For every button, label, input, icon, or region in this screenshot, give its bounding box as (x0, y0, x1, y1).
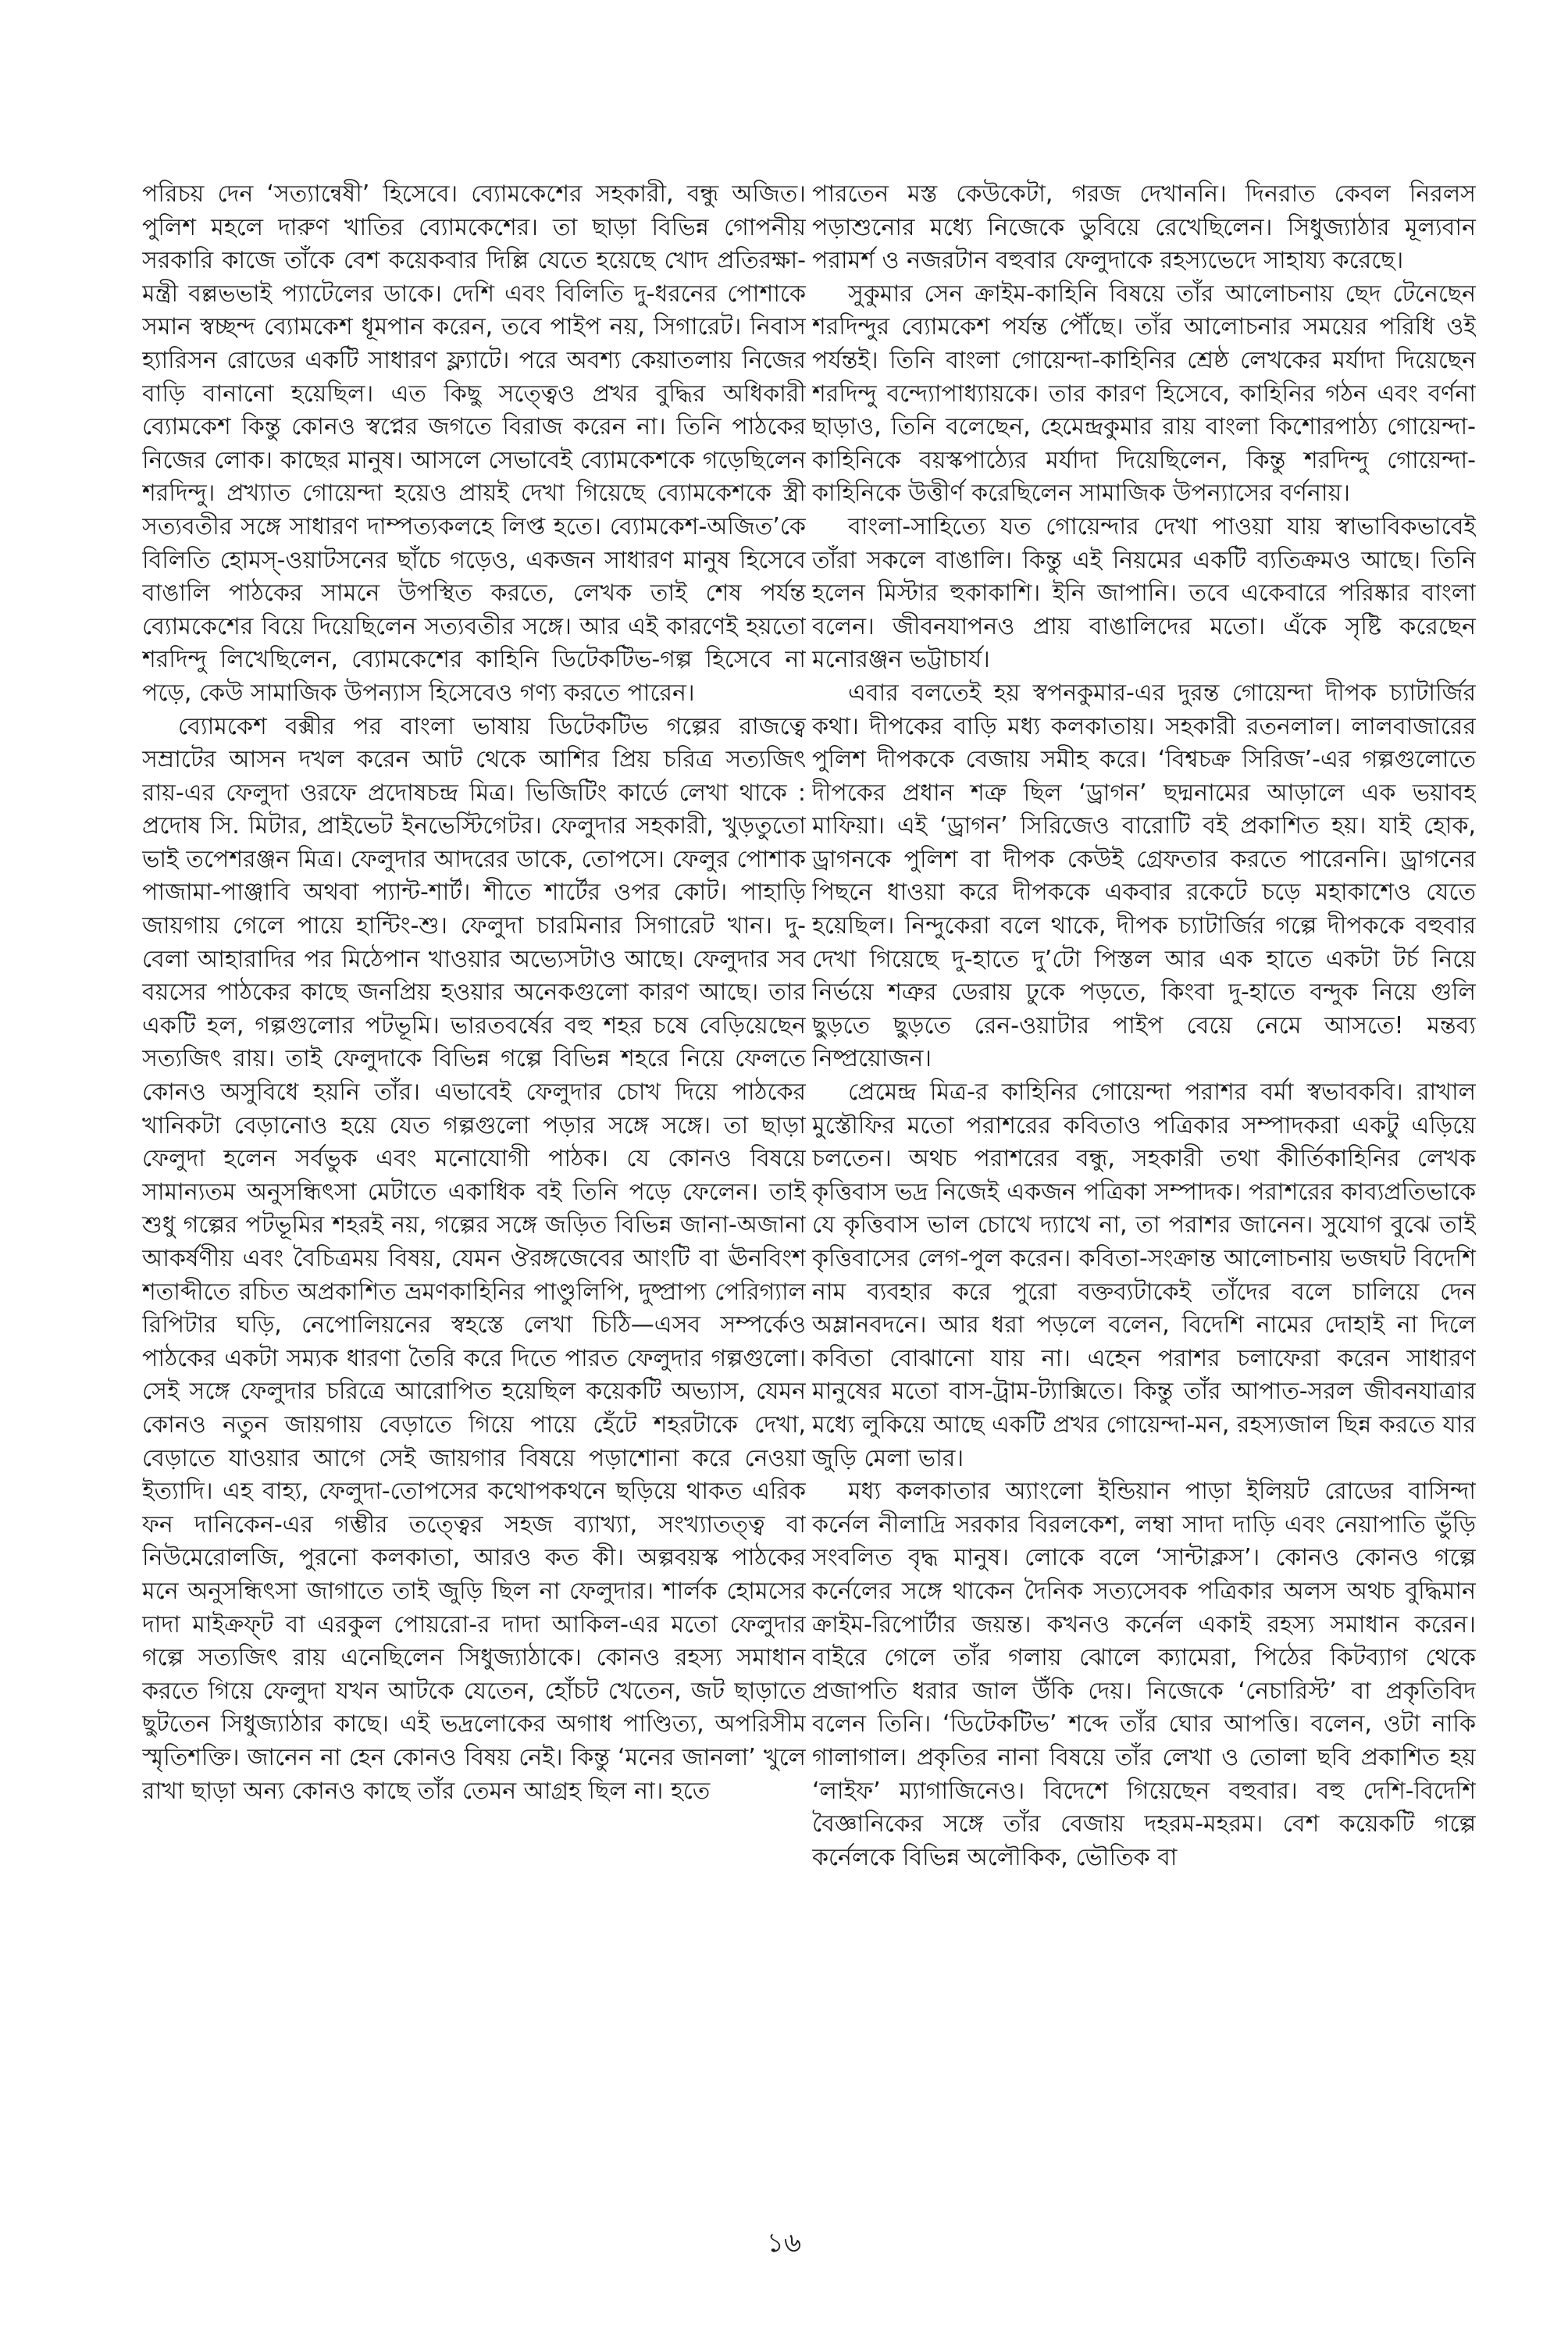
paragraph: প্রেমেন্দ্র মিত্র-র কাহিনির গোয়েন্দা পরাশর বর্মা স্বভাবকবি। রাখাল মুস্তৌফির মতো পরাশরের কবিতাও পত্রিকার সম্পাদকরা একটু এড়িয়ে চলতেন। অথচ পরাশরের বন্ধু, সহকারী তথা কীর্তিকাহিনির লেখক কৃত্তিবাস ভদ্র নিজেই একজন পত্রিকা সম্পাদক। পরাশরের কাব্যপ্রতিভাকে যে কৃত্তিবাস ভাল চোখে দ্যাখে না, তা পরাশর জানেন। সুযোগ বুঝে তাই কৃত্তিবাসের লেগ-পুল করেন। কবিতা-সংক্রান্ত আলোচনায় ভজঘট বিদেশি নাম ব্যবহার করে পুরো বক্তব্যটাকেই তাঁদের বলে চালিয়ে দেন অম্লানবদনে। আর ধরা পড়লে বলেন, বিদেশি নামের দোহাই না দিলে কবিতা বোঝানো যায় না। এহেন পরাশর চলাফেরা করেন সাধারণ মানুষের মতো বাস-ট্রাম-ট্যাক্সিতে। কিন্তু তাঁর আপাত-সরল জীবনযাত্রার মধ্যে লুকিয়ে আছে একটি প্রখর গোয়েন্দা-মন, রহস্যজাল ছিন্ন করতে যার জুড়ি মেলা ভার। (812, 1079, 1476, 1472)
left-text-column (142, 178, 806, 2248)
paragraph: এবার বলতেই হয় স্বপনকুমার-এর দুরন্ত গোয়েন্দা দীপক চ্যাটার্জির কথা। দীপকের বাড়ি মধ্য কলকাতায়। সহকারী রতনলাল। লালবাজারের পুলিশ দীপককে বেজায় সমীহ করে। ‘বিশ্বচক্র সিরিজ’-এর গল্পগুলোতে দীপকের প্রধান শত্রু ছিল ‘ড্রাগন’ ছদ্মনামের আড়ালে এক ভয়াবহ মাফিয়া। এই ‘ড্রাগন’ সিরিজেও বারোটি বই প্রকাশিত হয়। যাই হোক, ড্রাগনকে পুলিশ বা দীপক কেউই গ্রেফতার করতে পারেননি। ড্রাগনের পিছনে ধাওয়া করে দীপককে একবার রকেটে চড়ে মহাকাশেও যেতে হয়েছিল। নিন্দুকেরা বলে থাকে, দীপক চ্যাটার্জির গল্পে দীপককে বহুবার দেখা গিয়েছে দু-হাতে দু’টো পিস্তল আর এক হাতে একটা টর্চ নিয়ে নির্ভয়ে শত্রুর ডেরায় ঢুকে পড়তে, কিংবা দু-হাতে বন্দুক নিয়ে গুলি ছুড়তে ছুড়তে রেন-ওয়াটার পাইপ বেয়ে নেমে আসতে! মন্তব্য নিষ্প্রয়োজন। (812, 679, 1476, 1073)
paragraph: বাংলা-সাহিত্যে যত গোয়েন্দার দেখা পাওয়া যায় স্বাভাবিকভাবেই তাঁরা সকলে বাঙালি। কিন্তু এই নিয়মের একটি ব্যতিক্রমও আছে। তিনি হলেন মিস্টার হুকাকাশি। ইনি জাপানি। তবে একেবারে পরিষ্কার বাংলা বলেন। জীবনযাপনও প্রায় বাঙালিদের মতো। এঁকে সৃষ্টি করেছেন মনোরঞ্জন ভট্টাচার্য। (812, 512, 1476, 674)
paragraph: পরিচয় দেন ‘সত্যান্বেষী’ হিসেবে। ব্যোমকেশের সহকারী, বন্ধু অজিত। পুলিশ মহলে দারুণ খাতির ব্যোমকেশের। তা ছাড়া বিভিন্ন গোপনীয় সরকারি কাজে তাঁকে বেশ কয়েকবার দিল্লি যেতে হয়েছে খোদ প্রতিরক্ষা-মন্ত্রী বল্লভভাই প্যাটেলের ডাকে। দেশি এবং বিলিতি দু-ধরনের পোশাকে সমান স্বচ্ছন্দ ব্যোমকেশ ধূমপান করেন, তবে পাইপ নয়, সিগারেট। নিবাস হ্যারিসন রোডের একটি সাধারণ ফ্ল্যাটে। পরে অবশ্য কেয়াতলায় নিজের বাড়ি বানানো হয়েছিল। এত কিছু সত্ত্বেও প্রখর বুদ্ধির অধিকারী ব্যোমকেশ কিন্তু কোনও স্বপ্নের জগতে বিরাজ করেন না। তিনি পাঠকের নিজের লোক। কাছের মানুষ। আসলে সেভাবেই ব্যোমকেশকে গড়েছিলেন শরদিন্দু। প্রখ্যাত গোয়েন্দা হয়েও প্রায়ই দেখা গিয়েছে ব্যোমকেশকে স্ত্রী সত্যবতীর সঙ্গে সাধারণ দাম্পত্যকলহে লিপ্ত হতে। ব্যোমকেশ-অজিত’কে বিলিতি হোমস্-ওয়াটসনের ছাঁচে গড়েও, একজন সাধারণ মানুষ হিসেবে বাঙালি পাঠকের সামনে উপস্থিত করতে, লেখক তাই শেষ পর্যন্ত ব্যোমকেশের বিয়ে দিয়েছিলেন সত্যবতীর সঙ্গে। আর এই কারণেই হয়তো শরদিন্দু লিখেছিলেন, ব্যোমকেশের কাহিনি ডিটেকটিভ-গল্প হিসেবে না পড়ে, কেউ সামাজিক উপন্যাস হিসেবেও গণ্য করতে পারেন। (142, 180, 806, 707)
paragraph: ব্যোমকেশ বক্সীর পর বাংলা ভাষায় ডিটেকটিভ গল্পের রাজত্বে সম্রাটের আসন দখল করেন আট থেকে আশির প্রিয় চরিত্র সত্যজিৎ রায়-এর ফেলুদা ওরফে প্রদোষচন্দ্র মিত্র। ভিজিটিং কার্ডে লেখা থাকে : প্রদোষ সি. মিটার, প্রাইভেট ইনভেস্টিগেটর। ফেলুদার সহকারী, খুড়তুতো ভাই তপেশরঞ্জন মিত্র। ফেলুদার আদরের ডাকে, তোপসে। ফেলুর পোশাক পাজামা-পাঞ্জাবি অথবা প্যান্ট-শার্ট। শীতে শার্টের ওপর কোট। পাহাড়ি জায়গায় গেলে পায়ে হান্টিং-শু। ফেলুদা চারমিনার সিগারেট খান। দু-বেলা আহারাদির পর মিঠেপান খাওয়ার অভ্যেসটাও আছে। ফেলুদার সব বয়সের পাঠকের কাছে জনপ্রিয় হওয়ার অনেকগুলো কারণ আছে। তার একটি হল, গল্পগুলোর পটভূমি। ভারতবর্ষের বহু শহর চষে বেড়িয়েছেন সত্যজিৎ রায়। তাই ফেলুদাকে বিভিন্ন গল্পে বিভিন্ন শহরে নিয়ে ফেলতে কোনও অসুবিধে হয়নি তাঁর। এভাবেই ফেলুদার চোখ দিয়ে পাঠকের খানিকটা বেড়ানোও হয়ে যেত গল্পগুলো পড়ার সঙ্গে সঙ্গে। তা ছাড়া ফেলুদা হলেন সর্বভুক এবং মনোযোগী পাঠক। যে কোনও বিষয়ে সামান্যতম অনুসন্ধিৎসা মেটাতে একাধিক বই তিনি পড়ে ফেলেন। তাই শুধু গল্পের পটভূমির শহরই নয়, গল্পের সঙ্গে জড়িত বিভিন্ন জানা-অজানা আকর্ষণীয় এবং বৈচিত্রময় বিষয়, যেমন ঔরঙ্গজেবের আংটি বা ঊনবিংশ শতাব্দীতে রচিত অপ্রকাশিত ভ্রমণকাহিনির পাণ্ডুলিপি, দুষ্প্রাপ্য পেরিগ্যাল রিপিটার ঘড়ি, নেপোলিয়নের স্বহস্তে লেখা চিঠি—এসব সম্পর্কেও পাঠকের একটা সম্যক ধারণা তৈরি করে দিতে পারত ফেলুদার গল্পগুলো। সেই সঙ্গে ফেলুদার চরিত্রে আরোপিত হয়েছিল কয়েকটি অভ্যাস, যেমন কোনও নতুন জায়গায় বেড়াতে গিয়ে পায়ে হেঁটে শহরটাকে দেখা, বেড়াতে যাওয়ার আগে সেই জায়গার বিষয়ে পড়াশোনা করে নেওয়া ইত্যাদি। এহ বাহ্য, ফেলুদা-তোপসের কথোপকথনে ছড়িয়ে থাকত এরিক ফন দানিকেন-এর গম্ভীর তত্ত্বের সহজ ব্যাখ্যা, সংখ্যাতত্ত্ব বা নিউমেরোলজি, পুরনো কলকাতা, আরও কত কী। অল্পবয়স্ক পাঠকের মনে অনুসন্ধিৎসা জাগাতে তাই জুড়ি ছিল না ফেলুদার। শার্লক হোমসের দাদা মাইক্রফ্‌ট বা এরকুল পোয়রো-র দাদা আকিল-এর মতো ফেলুদার গল্পে সত্যজিৎ রায় এনেছিলেন সিধুজ্যাঠাকে। কোনও রহস্য সমাধান করতে গিয়ে ফেলুদা যখন আটকে যেতেন, হোঁচট খেতেন, জট ছাড়াতে ছুটতেন সিধুজ্যাঠার কাছে। এই ভদ্রলোকের অগাধ পাণ্ডিত্য, অপরিসীম স্মৃতিশক্তি। জানেন না হেন কোনও বিষয় নেই। কিন্তু ‘মনের জানলা’ খুলে রাখা ছাড়া অন্য কোনও কাছে তাঁর তেমন আগ্রহ ছিল না। হতে (142, 712, 806, 1805)
paragraph: মধ্য কলকাতার অ্যাংলো ইন্ডিয়ান পাড়া ইলিয়ট রোডের বাসিন্দা কর্নেল নীলাদ্রি সরকার বিরলকেশ, লম্বা সাদা দাড়ি এবং নেয়াপাতি ভুঁড়ি সংবলিত বৃদ্ধ মানুষ। লোকে বলে ‘সান্টাক্লস’। কোনও কোনও গল্পে কর্নেলের সঙ্গে থাকেন দৈনিক সত্যসেবক পত্রিকার অলস অথচ বুদ্ধিমান ক্রাইম-রিপোর্টার জয়ন্ত। কখনও কর্নেল একাই রহস্য সমাধান করেন। বাইরে গেলে তাঁর গলায় ঝোলে ক্যামেরা, পিঠের কিটব্যাগ থেকে প্রজাপতি ধরার জাল উঁকি দেয়। নিজেকে ‘নেচারিস্ট’ বা প্রকৃতিবিদ বলেন তিনি। ‘ডিটেকটিভ’ শব্দে তাঁর ঘোর আপত্তি। বলেন, ওটা নাকি গালাগাল। প্রকৃতির নানা বিষয়ে তাঁর লেখা ও তোলা ছবি প্রকাশিত হয় ‘লাইফ’ ম্যাগাজিনেও। বিদেশে গিয়েছেন বহুবার। বহু দেশি-বিদেশি বৈজ্ঞানিকের সঙ্গে তাঁর বেজায় দহরম-মহরম। বেশ কয়েকটি গল্পে কর্নেলকে বিভিন্ন অলৌকিক, ভৌতিক বা (812, 1478, 1476, 1871)
page-number: ১৬ (766, 2227, 802, 2259)
paragraph: পারতেন মস্ত কেউকেটা, গরজ দেখাননি। দিনরাত কেবল নিরলস পড়াশুনোর মধ্যে নিজেকে ডুবিয়ে রেখেছিলেন। সিধুজ্যাঠার মূল্যবান পরামর্শ ও নজরটান বহুবার ফেলুদাকে রহস্যভেদে সাহায্য করেছে। (812, 180, 1476, 275)
paragraph: সুকুমার সেন ক্রাইম-কাহিনি বিষয়ে তাঁর আলোচনায় ছেদ টেনেছেন শরদিন্দুর ব্যোমকেশ পর্যন্ত পৌঁছে। তাঁর আলোচনার সময়ের পরিধি ওই পর্যন্তই। তিনি বাংলা গোয়েন্দা-কাহিনির শ্রেষ্ঠ লেখকের মর্যাদা দিয়েছেন শরদিন্দু বন্দ্যোপাধ্যায়কে। তার কারণ হিসেবে, কাহিনির গঠন এবং বর্ণনা ছাড়াও, তিনি বলেছেন, হেমেন্দ্রকুমার রায় বাংলা কিশোরপাঠ্য গোয়েন্দা-কাহিনিকে বয়স্কপাঠ্যের মর্যাদা দিয়েছিলেন, কিন্তু শরদিন্দু গোয়েন্দা-কাহিনিকে উত্তীর্ণ করেছিলেন সামাজিক উপন্যাসের বর্ণনায়। (812, 280, 1476, 508)
right-text-column (812, 178, 1476, 2248)
